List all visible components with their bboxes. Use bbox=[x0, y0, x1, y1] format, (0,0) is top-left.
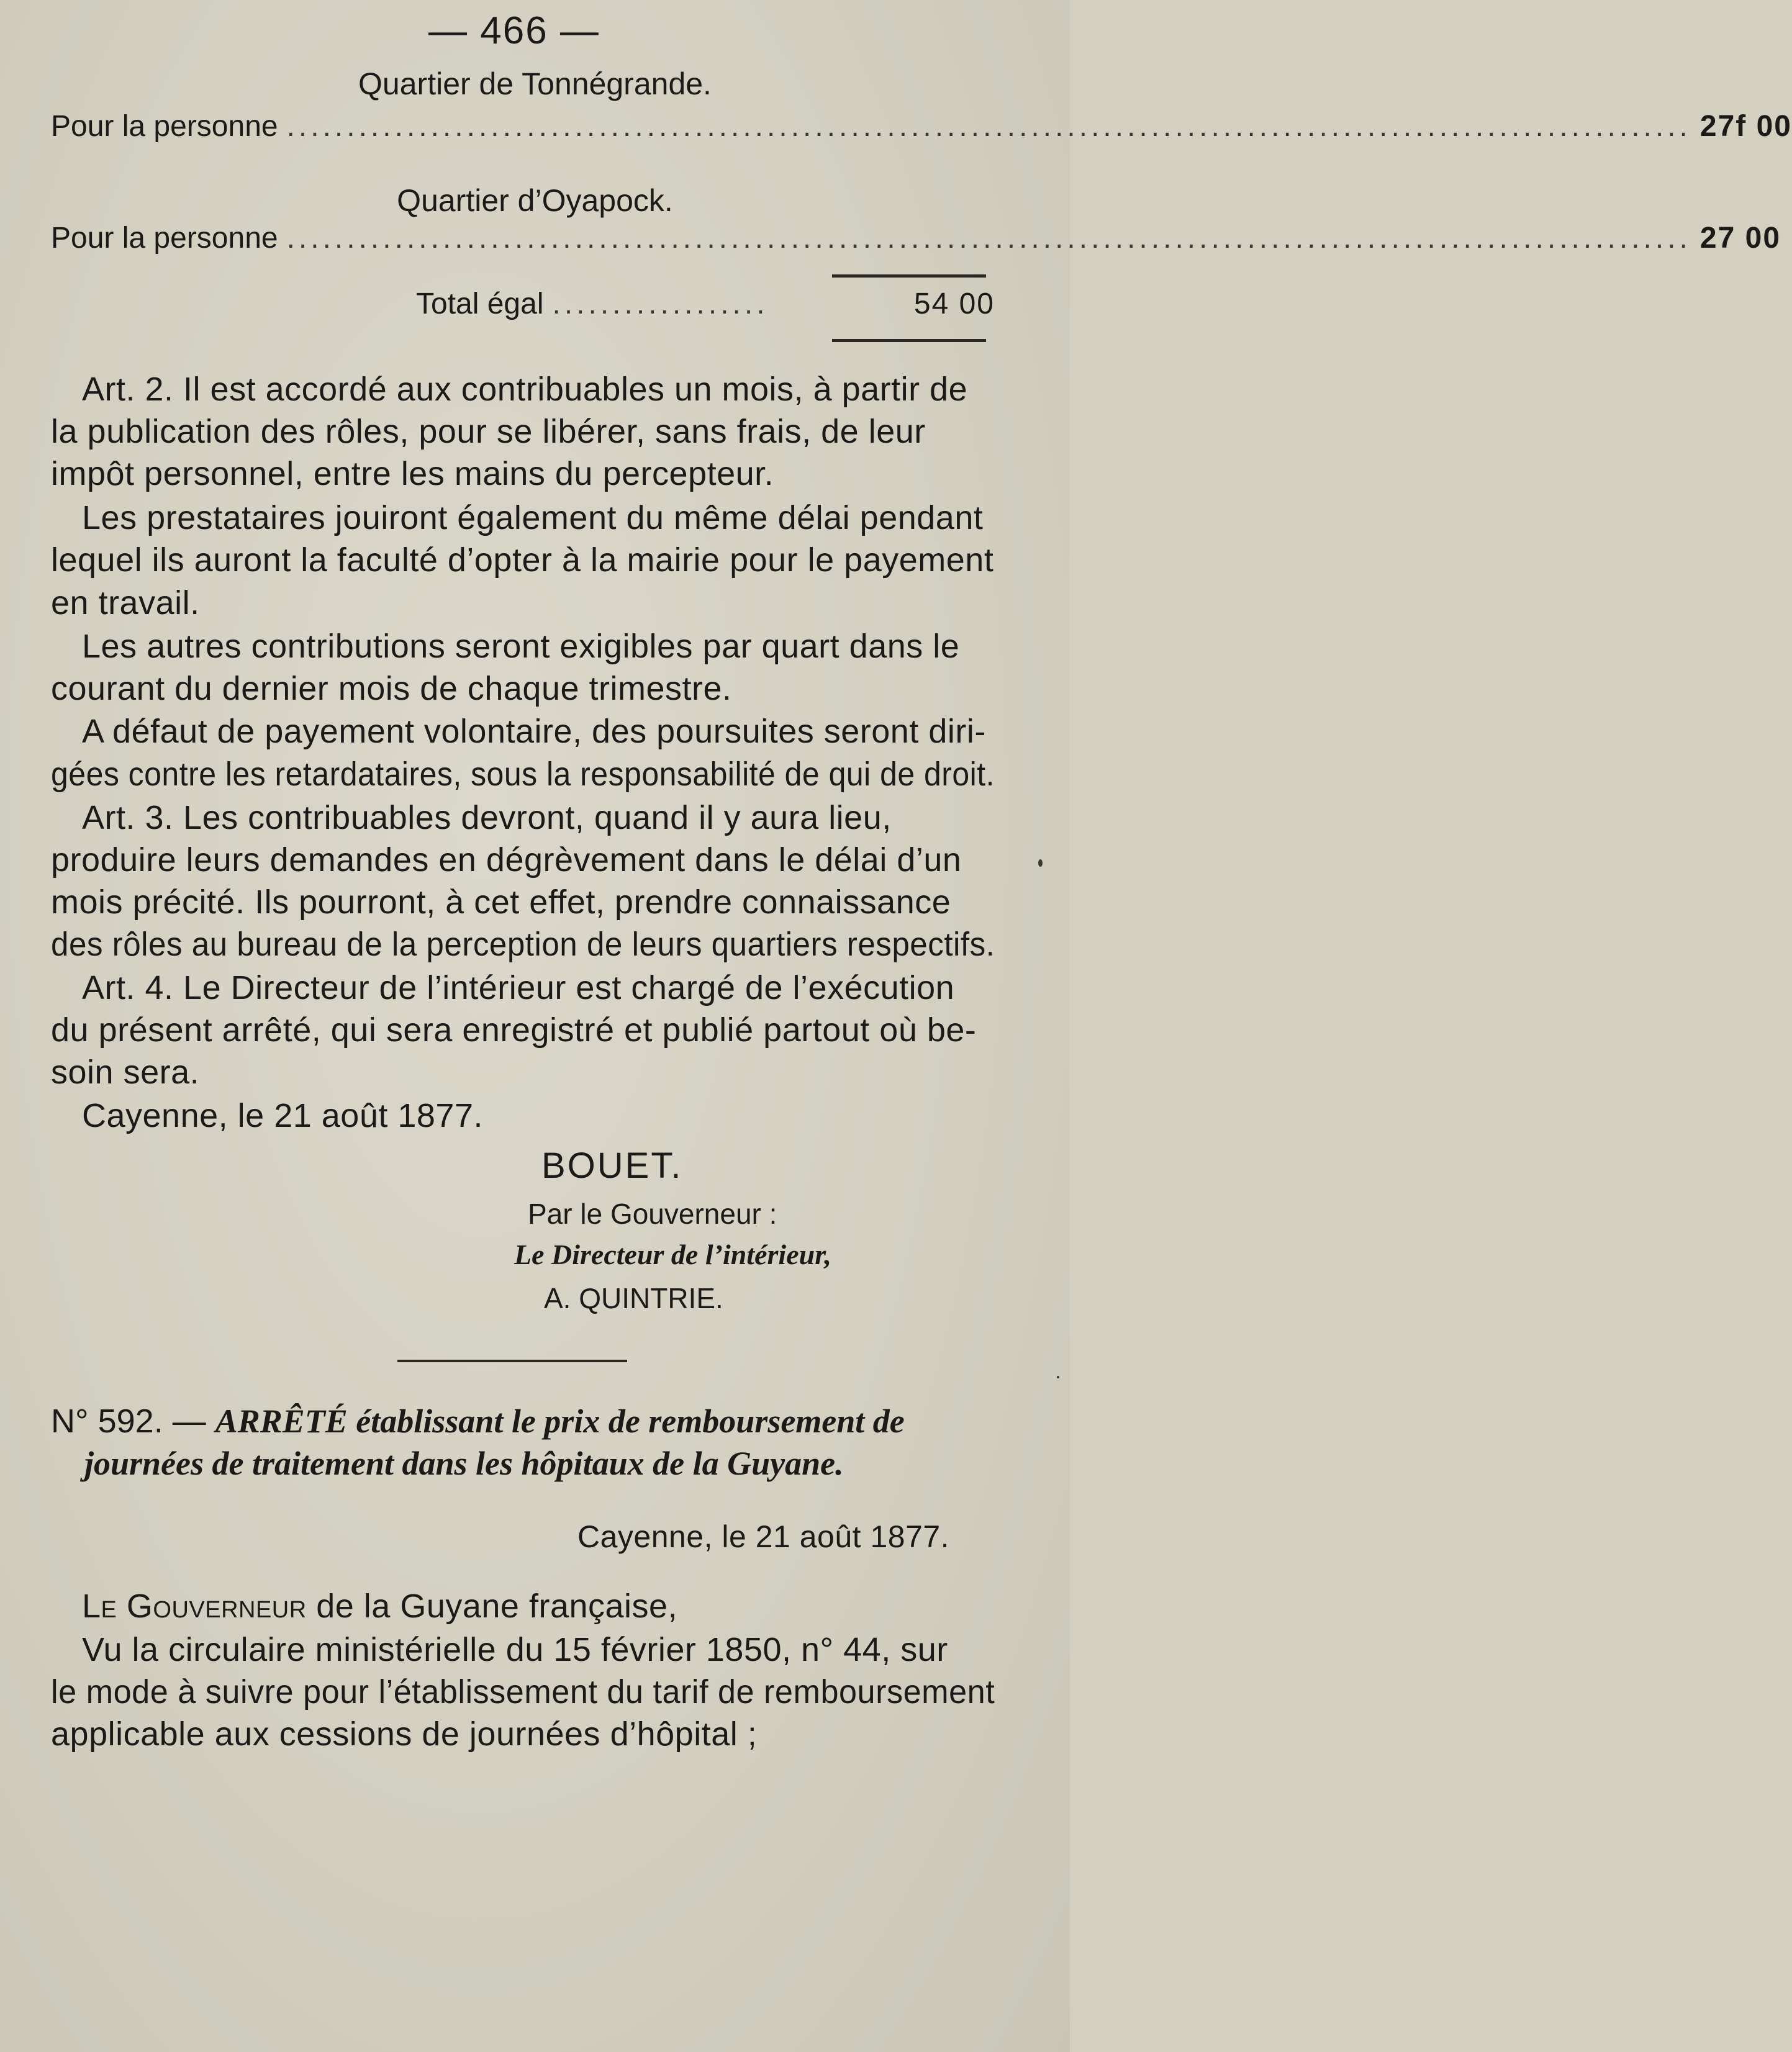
text-line: mois précité. Ils pourront, à cet effet, prendre connaissance bbox=[51, 884, 951, 921]
amount-row-tonnegrande bbox=[51, 109, 1792, 143]
text-line: Art. 3. Les contribuables devront, quand il y aura lieu, bbox=[82, 799, 892, 836]
governor-smallcaps: Le Gouverneur bbox=[82, 1588, 307, 1625]
text-line: du présent arrêté, qui sera enregistré et publié partout où be- bbox=[51, 1011, 977, 1049]
row-amount: 27f 00 bbox=[1699, 110, 1792, 143]
signature-by: Par le Gouverneur : bbox=[528, 1198, 777, 1230]
dot-leader: ..................................................................................................................... bbox=[286, 110, 1691, 143]
decree-title-line2: journées de traitement dans les hôpitaux de la Guyane. bbox=[84, 1445, 844, 1482]
total-amount: 54 00 bbox=[913, 287, 995, 320]
row-label: Pour la personne bbox=[51, 222, 278, 255]
quarter-title-oyapock: Quartier d’Oyapock. bbox=[397, 183, 673, 218]
sum-rule bbox=[832, 274, 986, 278]
dot-leader: .................. bbox=[552, 287, 769, 320]
decree-number: N° 592. — bbox=[51, 1403, 206, 1440]
amount-row-oyapock bbox=[51, 221, 1781, 255]
total-label: Total égal bbox=[416, 287, 544, 320]
dot-leader: ..................................................................................................................... bbox=[286, 222, 1691, 255]
decree-heading-line1 bbox=[51, 1402, 905, 1440]
text-line: lequel ils auront la faculté d’opter à la mairie pour le payement bbox=[51, 541, 994, 579]
signature-name: BOUET. bbox=[541, 1146, 683, 1186]
text-line: la publication des rôles, pour se libérer, sans frais, de leur bbox=[51, 413, 926, 450]
text-line: soin sera. bbox=[51, 1054, 200, 1091]
text-line: Art. 4. Le Directeur de l’intérieur est chargé de l’exécution bbox=[82, 969, 955, 1006]
text-line: le mode à suivre pour l’établissement du tarif de remboursement bbox=[51, 1673, 995, 1711]
text-line: A défaut de payement volontaire, des poursuites seront diri- bbox=[82, 713, 986, 750]
opening-rest: de la Guyane française, bbox=[316, 1588, 678, 1625]
total-rule bbox=[832, 339, 986, 342]
text-line: courant du dernier mois de chaque trimestre. bbox=[51, 670, 732, 707]
text-line: Art. 2. Il est accordé aux contribuables un mois, à partir de bbox=[82, 371, 968, 408]
quarter-title-tonnegrande: Quartier de Tonnégrande. bbox=[358, 66, 712, 101]
decree-opening bbox=[82, 1587, 677, 1625]
text-line: des rôles au bureau de la perception de leurs quartiers respectifs. bbox=[51, 926, 995, 963]
ink-speck bbox=[1057, 1376, 1059, 1378]
signature-title: Le Directeur de l’intérieur, bbox=[514, 1239, 832, 1270]
decree-title-line1: ARRÊTÉ établissant le prix de remboursement de bbox=[215, 1403, 905, 1440]
ink-speck bbox=[1038, 859, 1043, 867]
decree-date: Cayenne, le 21 août 1877. bbox=[577, 1519, 950, 1554]
text-line: Les prestataires jouiront également du même délai pendant bbox=[82, 499, 984, 536]
text-line: applicable aux cessions de journées d’hôpital ; bbox=[51, 1715, 758, 1753]
text-line: impôt personnel, entre les mains du percepteur. bbox=[51, 455, 774, 492]
row-amount: 27 00 bbox=[1699, 222, 1781, 255]
text-line: en travail. bbox=[51, 584, 200, 621]
text-line: produire leurs demandes en dégrèvement dans le délai d’un bbox=[51, 841, 962, 879]
signature-official: A. QUINTRIE. bbox=[544, 1282, 723, 1314]
decree-heading-line2 bbox=[84, 1444, 844, 1483]
text-line: gées contre les retardataires, sous la responsabilité de qui de droit. bbox=[51, 756, 995, 793]
text-line: Cayenne, le 21 août 1877. bbox=[82, 1097, 483, 1134]
section-divider bbox=[397, 1360, 627, 1362]
row-label: Pour la personne bbox=[51, 110, 278, 143]
text-line: Les autres contributions seront exigibles par quart dans le bbox=[82, 628, 960, 665]
total-row bbox=[416, 287, 995, 321]
page-number: — 466 — bbox=[428, 9, 600, 52]
text-line: Vu la circulaire ministérielle du 15 février 1850, n° 44, sur bbox=[82, 1631, 948, 1668]
